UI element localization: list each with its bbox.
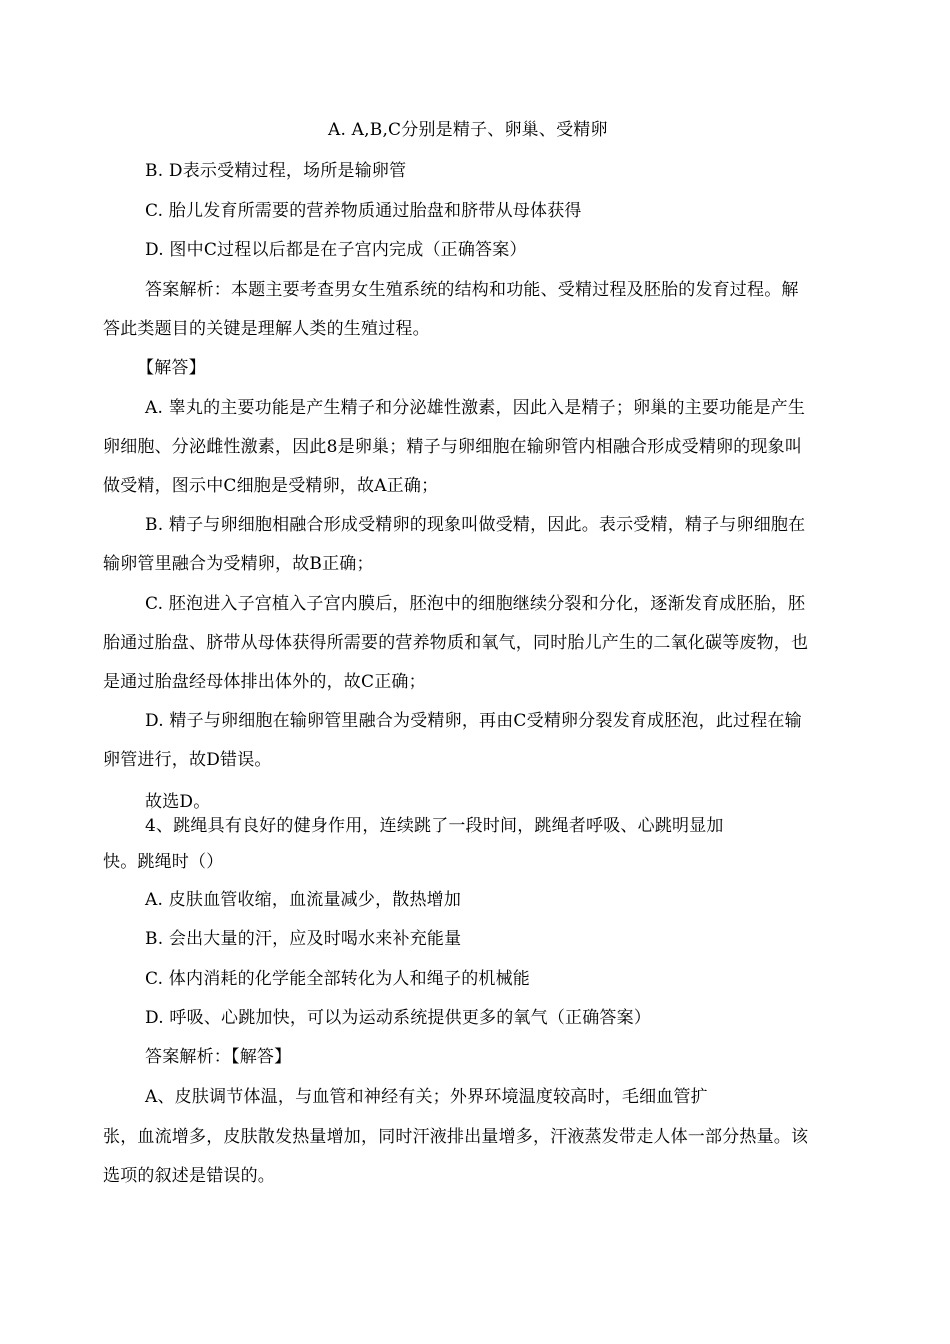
- answer-heading: 【解答】: [137, 358, 206, 378]
- analysis-line-1: 答案解析：本题主要考查男女生殖系统的结构和功能、受精过程及胚胎的发育过程。解: [145, 280, 799, 300]
- q4-option-d: D. 呼吸、心跳加快，可以为运动系统提供更多的氧气（正确答案）: [145, 1008, 652, 1028]
- explanation-a-line-3: 做受精，图示中C细胞是受精卵，故A正确；: [103, 476, 439, 496]
- option-a-line: A. A,B,C分别是精子、卵巢、受精卵: [328, 120, 608, 140]
- q4-option-b: B. 会出大量的汗，应及时喝水来补充能量: [145, 929, 462, 949]
- q4-analysis-heading: 答案解析：【解答】: [145, 1047, 292, 1067]
- q4-explanation-line-1: A、皮肤调节体温，与血管和神经有关；外界环境温度较高时，毛细血管扩: [145, 1087, 708, 1107]
- explanation-b-line-2: 输卵管里融合为受精卵，故B正确；: [103, 554, 374, 574]
- q4-option-c: C. 体内消耗的化学能全部转化为人和绳子的机械能: [145, 969, 531, 989]
- explanation-c-line-1: C. 胚泡进入子宫植入子宫内膜后，胚泡中的细胞继续分裂和分化，逐渐发育成胚胎，胚: [145, 594, 806, 614]
- explanation-a-line-1: A. 睾丸的主要功能是产生精子和分泌雄性激素，因此入是精子；卵巢的主要功能是产生: [145, 398, 806, 418]
- option-b-line: B. D表示受精过程，场所是输卵管: [145, 161, 407, 181]
- q4-explanation-line-3: 选项的叙述是错误的。: [103, 1166, 275, 1186]
- explanation-c-line-2: 胎通过胎盘、脐带从母体获得所需要的营养物质和氧气，同时胎儿产生的二氧化碳等废物，也: [103, 633, 809, 653]
- explanation-b-line-1: B. 精子与卵细胞相融合形成受精卵的现象叫做受精，因此。表示受精，精子与卵细胞在: [145, 515, 806, 535]
- question-4-line-1: 4、跳绳具有良好的健身作用，连续跳了一段时间，跳绳者呼吸、心跳明显加: [145, 816, 724, 836]
- conclusion-line: 故选D。: [145, 792, 211, 812]
- option-c-line: C. 胎儿发育所需要的营养物质通过胎盘和脐带从母体获得: [145, 201, 582, 221]
- question-4-line-2: 快。跳绳时（）: [103, 852, 224, 872]
- q4-option-a: A. 皮肤血管收缩，血流量减少，散热增加: [145, 890, 462, 910]
- option-d-line: D. 图中C过程以后都是在子宫内完成（正确答案）: [145, 240, 527, 260]
- analysis-line-2: 答此类题目的关键是理解人类的生殖过程。: [103, 319, 430, 339]
- explanation-d-line-2: 卵管进行，故D错误。: [103, 750, 272, 770]
- explanation-d-line-1: D. 精子与卵细胞在输卵管里融合为受精卵，再由C受精卵分裂发育成胚泡，此过程在输: [145, 711, 802, 731]
- q4-explanation-line-2: 张，血流增多，皮肤散发热量增加，同时汗液排出量增多，汗液蒸发带走人体一部分热量。该: [103, 1127, 809, 1147]
- explanation-a-line-2: 卵细胞、分泌雌性激素，因此8是卵巢；精子与卵细胞在输卵管内相融合形成受精卵的现象叫: [103, 437, 803, 457]
- explanation-c-line-3: 是通过胎盘经母体排出体外的，故C正确；: [103, 672, 426, 692]
